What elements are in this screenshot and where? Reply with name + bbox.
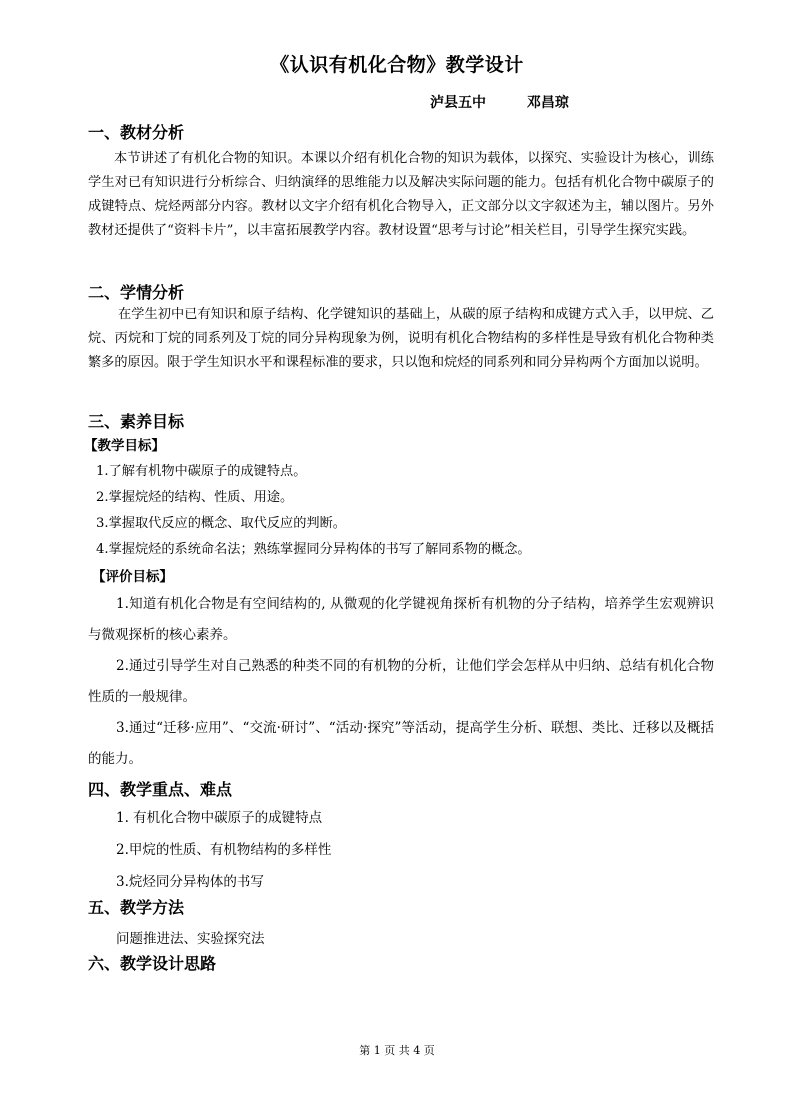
teaching-goal-item: 3.掌握取代反应的概念、取代反应的判断。 bbox=[96, 516, 346, 531]
keypoint-item: 3.烷烃同分异构体的书写 bbox=[116, 874, 264, 890]
section-heading-methods: 五、教学方法 bbox=[88, 898, 185, 917]
teaching-goal-item: 4.掌握烷烃的系统命名法；熟练掌握同分异构体的书写了解同系物的概念。 bbox=[96, 542, 531, 557]
document-title: 《认识有机化合物》教学设计 bbox=[270, 54, 524, 76]
section-text-materials: 本节讲述了有机化合物的知识。本课以介绍有机化合物的知识为载体，以探究、实验设计为核心，训练学生对已有知识进行分析综合、归纳演绎的思维能力以及解决实际问题的能力。包括有机化合物中碳原子的成键特点、烷烃两部分内容。教材以文字介绍有机化合物导入，正文部分以文字叙述为主，辅以图片。另外教材还提供了“资料卡片”，以丰富拓展教学内容。教材设置“思考与讨论”相关栏目，引导学生探究实践。 bbox=[88, 151, 714, 238]
section-heading-goals: 三、素养目标 bbox=[88, 412, 185, 431]
eval-goals-label: 【评价目标】 bbox=[92, 569, 173, 585]
keypoint-item: 2.甲烷的性质、有机物结构的多样性 bbox=[116, 842, 332, 858]
author-school: 泸县五中 bbox=[430, 95, 486, 111]
eval-goal-item: 1.知道有机化合物是有空间结构的, 从微观的化学键视角探析有机物的分子结构，培养学生宏观辨识与微观探析的核心素养。 bbox=[88, 596, 714, 643]
keypoint-item: 1. 有机化合物中碳原子的成键特点 bbox=[116, 810, 323, 826]
section-heading-students: 二、学情分析 bbox=[88, 283, 185, 302]
teaching-goals-label: 【教学目标】 bbox=[84, 438, 165, 454]
section-text-methods: 问题推进法、实验探究法 bbox=[116, 931, 265, 947]
eval-goal-item: 3.通过“迁移·应用”、“交流·研讨”、“活动·探究”等活动，提高学生分析、联想、类比、迁移以及概括的能力。 bbox=[88, 720, 714, 767]
teaching-goal-item: 2.掌握烷烃的结构、性质、用途。 bbox=[96, 490, 294, 505]
teaching-goal-item: 1.了解有机物中碳原子的成键特点。 bbox=[96, 464, 307, 479]
eval-goal-item: 2.通过引导学生对自己熟悉的种类不同的有机物的分析，让他们学会怎样从中归纳、总结有机化合物性质的一般规律。 bbox=[88, 658, 714, 705]
section-heading-keypoints: 四、教学重点、难点 bbox=[88, 780, 233, 799]
page-footer: 第 1 页 共 4 页 bbox=[359, 1044, 435, 1057]
author-line bbox=[430, 92, 569, 112]
author-name: 邓昌琼 bbox=[526, 95, 569, 111]
section-heading-design: 六、教学设计思路 bbox=[88, 954, 217, 973]
section-text-students: 在学生初中已有知识和原子结构、化学键知识的基础上，从碳的原子结构和成键方式入手，以甲烷、乙烷、丙烷和丁烷的同系列及丁烷的同分异构现象为例，说明有机化合物结构的多样性是导致有机化合物种类繁多的原因。限于学生知识水平和课程标准的要求，只以饱和烷烃的同系列和同分异构两个方面加以说明。 bbox=[88, 307, 714, 370]
section-heading-materials: 一、教材分析 bbox=[88, 123, 185, 142]
